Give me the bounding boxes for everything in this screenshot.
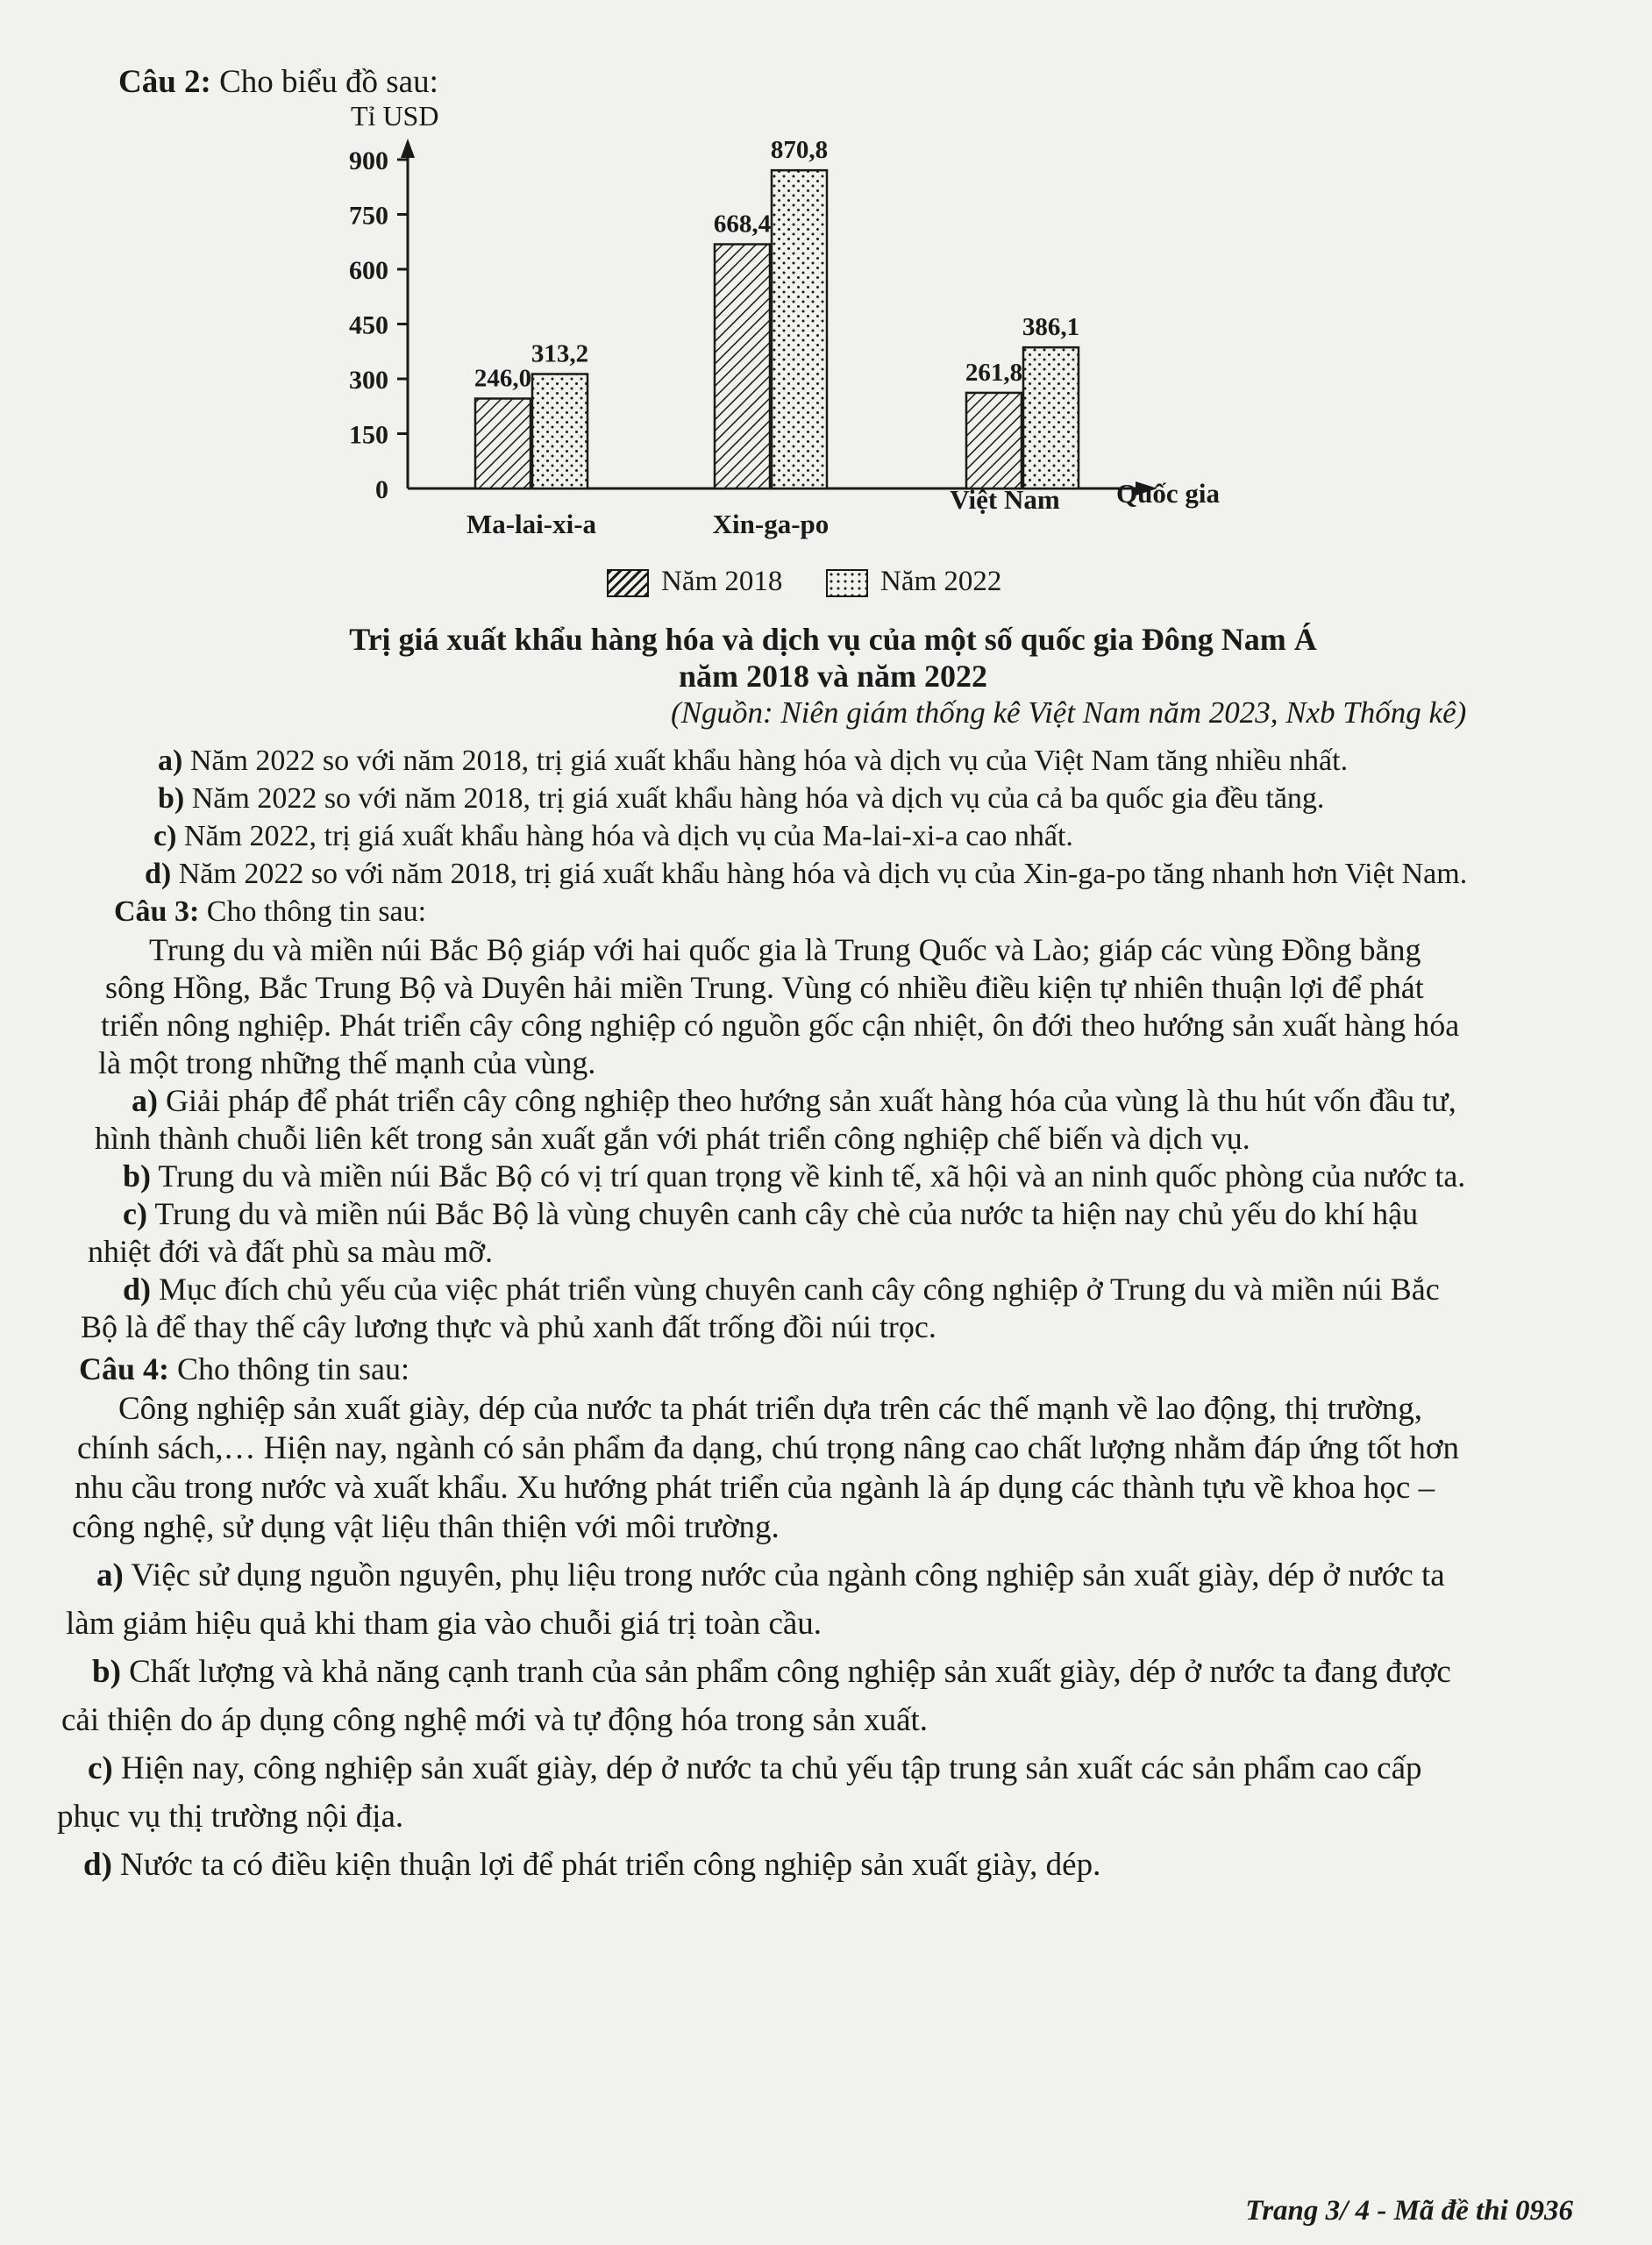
- option-label: b): [158, 782, 185, 815]
- question-4-para-line: công nghệ, sử dụng vật liệu thân thiện với môi trường.: [72, 1509, 780, 1545]
- option-label: a): [158, 745, 183, 777]
- question-2-number: Câu 2:: [118, 64, 211, 100]
- chart-legend-2: [826, 566, 1001, 598]
- question-4-option-c: [88, 1750, 1422, 1788]
- x-axis-label: Quốc gia: [1116, 478, 1220, 509]
- option-label: d): [83, 1847, 112, 1883]
- y-tick-label: 900: [349, 146, 388, 175]
- chart-source: (Nguồn: Niên giám thống kê Việt Nam năm 2023, Nxb Thống kê): [671, 695, 1467, 730]
- page-footer: Trang 3/ 4 - Mã đề thi 0936: [1245, 2195, 1573, 2227]
- category-label: Xin-ga-po: [712, 509, 830, 539]
- question-2-option-d: [145, 857, 1467, 893]
- question-2-option-a: [158, 744, 1348, 780]
- question-4-lead: Cho thông tin sau:: [169, 1351, 410, 1386]
- option-text: Năm 2022 so với năm 2018, trị giá xuất khẩu hàng hóa và dịch vụ của cả ba quốc gia đều tăng.: [184, 782, 1325, 815]
- option-text: Năm 2022 so với năm 2018, trị giá xuất khẩu hàng hóa và dịch vụ của Xin-ga-po tăng nhanh hơn Việt Nam.: [171, 858, 1468, 890]
- option-text: Giải pháp để phát triển cây công nghiệp theo hướng sản xuất hàng hóa của vùng là thu hút vốn đầu tư,: [158, 1083, 1456, 1118]
- question-3-option-c-cont: nhiệt đới và đất phù sa màu mỡ.: [88, 1234, 493, 1269]
- y-axis-label: Tỉ USD: [351, 100, 439, 132]
- option-label: b): [123, 1158, 152, 1194]
- question-2-option-c: [153, 819, 1073, 855]
- y-tick-label: 600: [349, 256, 388, 285]
- bar: [475, 399, 530, 489]
- option-text: Mục đích chủ yếu của việc phát triển vùng chuyên canh cây công nghiệp ở Trung du và miền núi Bắc: [151, 1272, 1440, 1307]
- bar: [532, 374, 587, 489]
- option-text: Nước ta có điều kiện thuận lợi để phát triển công nghiệp sản xuất giày, dép.: [111, 1847, 1101, 1883]
- category-label: Việt Nam: [950, 484, 1060, 515]
- question-3-para-line: triển nông nghiệp. Phát triển cây công nghiệp có nguồn gốc cận nhiệt, ôn đới theo hướng sản xuất hàng hóa: [101, 1008, 1460, 1043]
- y-tick-label: 750: [349, 201, 388, 231]
- question-4-option-c-cont: phục vụ thị trường nội địa.: [57, 1799, 404, 1835]
- chart-caption-line2: năm 2018 và năm 2022: [678, 659, 988, 694]
- y-axis-arrow: [401, 139, 415, 158]
- question-3-para-line: là một trong những thế mạnh của vùng.: [98, 1045, 596, 1080]
- legend-hatch-swatch: [607, 569, 649, 597]
- legend-2018-label: Năm 2018: [661, 566, 783, 597]
- bar: [715, 245, 770, 489]
- question-4-option-a-cont: làm giảm hiệu quả khi tham gia vào chuỗi giá trị toàn cầu.: [66, 1606, 822, 1642]
- y-tick-label: 150: [349, 420, 388, 450]
- question-3-lead: Cho thông tin sau:: [199, 895, 427, 928]
- option-label: a): [96, 1557, 124, 1593]
- option-text: Năm 2022 so với năm 2018, trị giá xuất khẩu hàng hóa và dịch vụ của Việt Nam tăng nhiều nhất.: [182, 745, 1349, 777]
- option-text: Việc sử dụng nguồn nguyên, phụ liệu trong nước của ngành công nghiệp sản xuất giày, dép ở nước ta: [123, 1557, 1445, 1593]
- bar-value-label: 870,8: [770, 136, 829, 165]
- bar: [1023, 347, 1079, 488]
- option-text: Hiện nay, công nghiệp sản xuất giày, dép ở nước ta chủ yếu tập trung sản xuất các sản phẩm cao cấp: [112, 1750, 1422, 1786]
- question-3-number: Câu 3:: [114, 895, 200, 928]
- category-label: Ma-lai-xi-a: [466, 509, 597, 539]
- chart-caption-line1: Trị giá xuất khẩu hàng hóa và dịch vụ của một số quốc gia Đông Nam Á: [349, 622, 1317, 657]
- bar-chart: [289, 96, 1280, 561]
- question-2-lead: Cho biểu đồ sau:: [210, 64, 438, 100]
- question-3-heading: [114, 894, 426, 930]
- option-label: c): [123, 1196, 147, 1231]
- bar-value-label: 668,4: [713, 210, 772, 239]
- question-3-option-a: [132, 1082, 1456, 1120]
- chart-legend: [607, 566, 782, 598]
- question-2-option-b: [158, 781, 1324, 817]
- bar: [772, 170, 827, 488]
- bar-value-label: 313,2: [530, 339, 589, 368]
- legend-dots-swatch: [826, 569, 868, 597]
- question-4-number: Câu 4:: [79, 1351, 170, 1386]
- option-text: Trung du và miền núi Bắc Bộ có vị trí quan trọng về kinh tế, xã hội và an ninh quốc phòng của nước ta.: [151, 1158, 1466, 1194]
- question-4-option-d: [83, 1846, 1100, 1885]
- y-tick-label: 450: [349, 310, 388, 340]
- option-label: d): [123, 1272, 152, 1307]
- question-3-option-a-cont: hình thành chuỗi liên kết trong sản xuất gắn với phát triển công nghiệp chế biến và dịch vụ.: [95, 1121, 1250, 1156]
- y-tick-label: 0: [375, 475, 388, 504]
- question-3-option-d: [123, 1271, 1440, 1308]
- option-label: d): [145, 858, 172, 890]
- option-label: c): [88, 1750, 113, 1786]
- question-4-option-b: [92, 1653, 1451, 1692]
- y-tick-label: 300: [349, 366, 388, 395]
- option-text: Chất lượng và khả năng cạnh tranh của sản phẩm công nghiệp sản xuất giày, dép ở nước ta đang được: [120, 1654, 1451, 1690]
- question-4-option-a: [96, 1557, 1445, 1595]
- bar: [966, 393, 1022, 488]
- option-label: a): [132, 1083, 158, 1118]
- question-3-option-d-cont: Bộ là để thay thế cây lương thực và phủ xanh đất trống đồi núi trọc.: [81, 1309, 936, 1344]
- option-label: b): [92, 1654, 121, 1690]
- bar-value-label: 386,1: [1022, 313, 1080, 342]
- bar-value-label: 261,8: [965, 358, 1023, 387]
- question-3-para-line: sông Hồng, Bắc Trung Bộ và Duyên hải miền Trung. Vùng có nhiều điều kiện tự nhiên thuận lợi để phát: [105, 970, 1424, 1005]
- option-text: Trung du và miền núi Bắc Bộ là vùng chuyên canh cây chè của nước ta hiện nay chủ yếu do khí hậu: [146, 1196, 1419, 1231]
- bar-value-label: 246,0: [474, 364, 532, 393]
- question-3-option-c: [123, 1195, 1418, 1233]
- legend-2022-label: Năm 2022: [880, 566, 1002, 597]
- question-4-heading: [79, 1351, 409, 1388]
- question-4-option-b-cont: cải thiện do áp dụng công nghệ mới và tự động hóa trong sản xuất.: [61, 1702, 929, 1738]
- question-3-para-line: Trung du và miền núi Bắc Bộ giáp với hai quốc gia là Trung Quốc và Lào; giáp các vùng Đồng bằng: [149, 932, 1421, 967]
- question-4-para-line: nhu cầu trong nước và xuất khẩu. Xu hướng phát triển của ngành là áp dụng các thành tựu về khoa học –: [75, 1470, 1435, 1506]
- question-4-para-line: Công nghiệp sản xuất giày, dép của nước ta phát triển dựa trên các thế mạnh về lao động, thị trường,: [118, 1391, 1423, 1427]
- question-3-option-b: [123, 1158, 1465, 1195]
- question-4-para-line: chính sách,… Hiện nay, ngành có sản phẩm đa dạng, chú trọng nâng cao chất lượng nhằm đáp ứng tốt hơn: [77, 1430, 1459, 1466]
- option-text: Năm 2022, trị giá xuất khẩu hàng hóa và dịch vụ của Ma-lai-xi-a cao nhất.: [176, 820, 1073, 852]
- option-label: c): [153, 820, 177, 852]
